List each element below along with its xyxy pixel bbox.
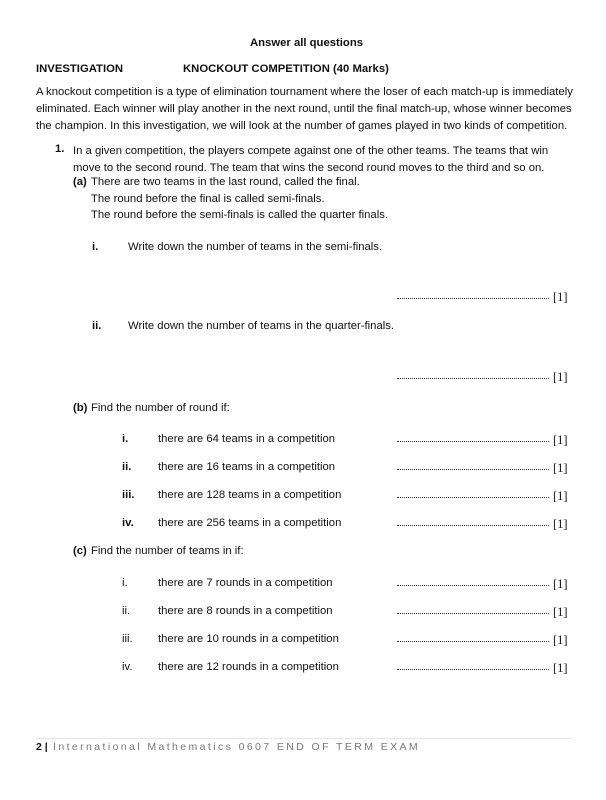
answer-line[interactable]: [397, 659, 549, 670]
intro-paragraph: A knockout competition is a type of elimination tournament where the loser of each match-up is immediately eliminated. Each winner will play another in the next round, until the final match-up, whose winner becomes the champion. In this investigation, we will look at the number of games played in two kinds of competition.: [36, 86, 573, 132]
item-text: there are 256 teams in a competition: [158, 517, 342, 529]
answer-line[interactable]: [397, 459, 549, 470]
page-footer: [36, 741, 420, 753]
question-text: In a given competition, the players compete against one of the other teams. The teams that win move to the second round. The team that wins the second round moves to the third and so on.: [73, 145, 549, 174]
item-number: iv.: [122, 517, 134, 529]
item-number: ii.: [92, 320, 102, 332]
item-number: i.: [122, 433, 129, 445]
mark-label: [1]: [553, 633, 568, 647]
item-number: ii.: [122, 461, 132, 473]
part-c-label: (c): [73, 545, 87, 557]
footer-divider: [36, 738, 572, 739]
part-a-line: The round before the semi-finals is called the quarter finals.: [91, 209, 389, 221]
part-a-label: (a): [73, 176, 87, 188]
footer-text: International Mathematics 0607 END OF TERM EXAM: [53, 741, 421, 753]
item-text: Write down the number of teams in the semi-finals.: [128, 241, 383, 253]
item-text: there are 7 rounds in a competition: [158, 577, 333, 589]
item-text: there are 8 rounds in a competition: [158, 605, 333, 617]
item-text: there are 16 teams in a competition: [158, 461, 336, 473]
answer-line[interactable]: [397, 288, 549, 299]
item-number: i.: [92, 241, 99, 253]
answer-line[interactable]: [397, 431, 549, 442]
part-b-text: Find the number of round if:: [91, 402, 230, 414]
item-number: iii.: [122, 633, 133, 645]
mark-label: [1]: [553, 433, 568, 447]
part-c-text: Find the number of teams in if:: [91, 545, 244, 557]
mark-label: [1]: [553, 577, 568, 591]
answer-line[interactable]: [397, 603, 549, 614]
page-number: 2 |: [36, 741, 48, 753]
answer-line[interactable]: [397, 575, 549, 586]
mark-label: [1]: [553, 489, 568, 503]
item-text: there are 12 rounds in a competition: [158, 661, 339, 673]
item-text: there are 10 rounds in a competition: [158, 633, 339, 645]
part-b-label: (b): [73, 402, 88, 414]
item-text: there are 128 teams in a competition: [158, 489, 342, 501]
mark-label: [1]: [553, 370, 568, 384]
answer-line[interactable]: [397, 515, 549, 526]
answer-line[interactable]: [397, 631, 549, 642]
page-title: Answer all questions: [250, 37, 363, 49]
question-number: 1.: [55, 143, 65, 155]
item-number: iii.: [122, 489, 135, 501]
mark-label: [1]: [553, 517, 568, 531]
item-number: ii.: [122, 605, 131, 617]
mark-label: [1]: [553, 661, 568, 675]
mark-label: [1]: [553, 290, 568, 304]
topic-title: KNOCKOUT COMPETITION (40 Marks): [183, 63, 389, 75]
part-a-line: There are two teams in the last round, called the final.: [91, 176, 360, 188]
item-number: i.: [122, 577, 128, 589]
section-label: INVESTIGATION: [36, 63, 124, 75]
item-text: Write down the number of teams in the quarter-finals.: [128, 320, 395, 332]
answer-line[interactable]: [397, 487, 549, 498]
mark-label: [1]: [553, 605, 568, 619]
item-text: there are 64 teams in a competition: [158, 433, 336, 445]
answer-line[interactable]: [397, 368, 549, 379]
item-number: iv.: [122, 661, 133, 673]
mark-label: [1]: [553, 461, 568, 475]
part-a-line: The round before the final is called semi-finals.: [91, 193, 325, 205]
